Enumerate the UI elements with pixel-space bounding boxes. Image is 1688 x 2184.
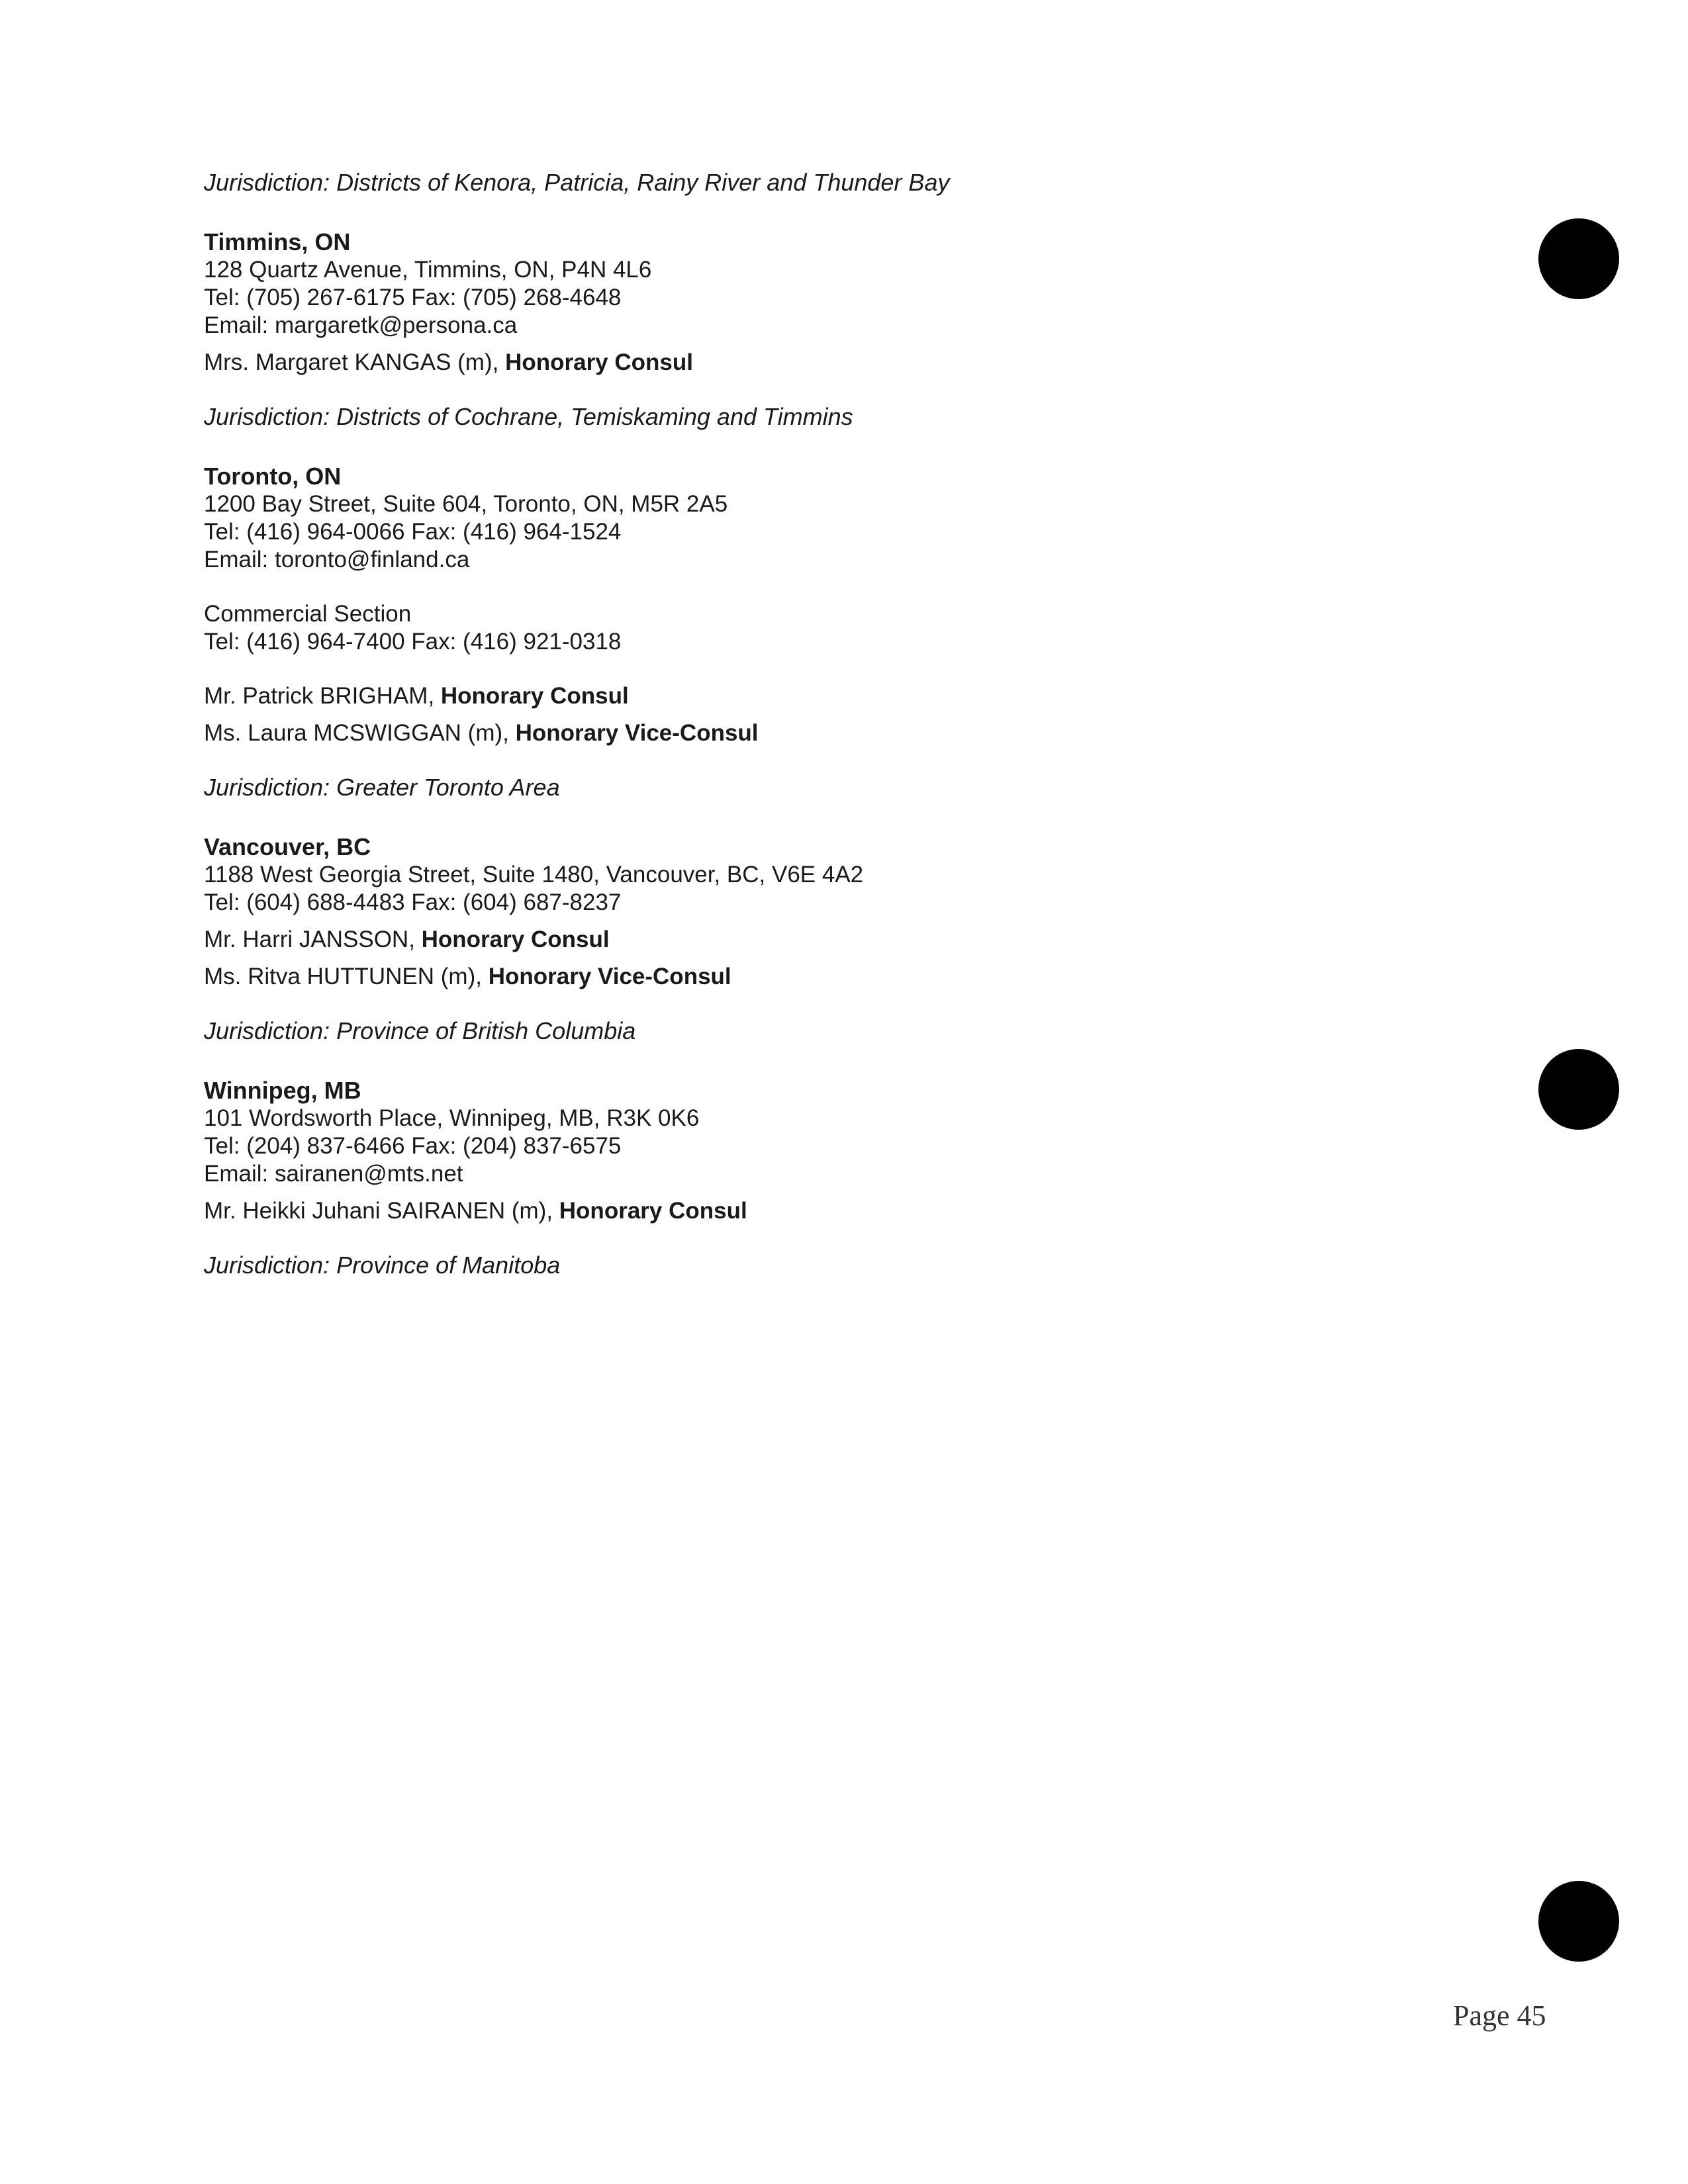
consul-title: Honorary Consul	[505, 349, 693, 375]
consulate-listing	[204, 169, 1462, 1279]
vice-consul-vancouver	[204, 963, 1462, 991]
punch-hole-top	[1538, 218, 1619, 299]
consul-title: Honorary Consul	[440, 683, 629, 709]
consul-name: Mrs. Margaret KANGAS (m),	[204, 349, 506, 375]
address-timmins: 128 Quartz Avenue, Timmins, ON, P4N 4L6	[204, 257, 652, 283]
jurisdiction-vancouver: Jurisdiction: Province of British Columbia	[204, 1017, 636, 1044]
punch-hole-bottom	[1538, 1881, 1619, 1962]
consul-name: Mr. Harri JANSSON,	[204, 927, 422, 952]
consul-winnipeg	[204, 1197, 1462, 1225]
city-heading-winnipeg: Winnipeg, MB	[204, 1077, 361, 1104]
vice-consul-title: Honorary Vice-Consul	[515, 720, 759, 746]
vice-consul-name: Ms. Ritva HUTTUNEN (m),	[204, 964, 489, 989]
consul-vancouver	[204, 926, 1462, 954]
consul-timmins	[204, 349, 1462, 377]
consul-name: Mr. Heikki Juhani SAIRANEN (m),	[204, 1198, 559, 1224]
jurisdiction-winnipeg: Jurisdiction: Province of Manitoba	[204, 1251, 561, 1279]
address-toronto: 1200 Bay Street, Suite 604, Toronto, ON, M5R 2A5	[204, 491, 728, 517]
section-vancouver	[204, 833, 1462, 1045]
punch-hole-middle	[1538, 1049, 1619, 1130]
address-vancouver: 1188 West Georgia Street, Suite 1480, Vancouver, BC, V6E 4A2	[204, 862, 864, 887]
consul-name: Mr. Patrick BRIGHAM,	[204, 683, 441, 709]
commercial-section-label: Commercial Section	[204, 601, 412, 627]
vice-consul-name: Ms. Laura MCSWIGGAN (m),	[204, 720, 516, 746]
city-heading-timmins: Timmins, ON	[204, 228, 351, 255]
address-winnipeg: 101 Wordsworth Place, Winnipeg, MB, R3K 0K6	[204, 1105, 700, 1131]
tel-fax-toronto: Tel: (416) 964-0066 Fax: (416) 964-1524	[204, 519, 622, 545]
vice-consul-title: Honorary Vice-Consul	[488, 964, 731, 989]
city-heading-vancouver: Vancouver, BC	[204, 833, 371, 860]
section-winnipeg	[204, 1077, 1462, 1279]
email-toronto: Email: toronto@finland.ca	[204, 547, 470, 572]
city-heading-toronto: Toronto, ON	[204, 463, 342, 490]
jurisdiction-timmins: Jurisdiction: Districts of Cochrane, Temiskaming and Timmins	[204, 403, 853, 430]
section-timmins	[204, 228, 1462, 431]
email-timmins: Email: margaretk@persona.ca	[204, 312, 518, 338]
jurisdiction-kenora: Jurisdiction: Districts of Kenora, Patricia, Rainy River and Thunder Bay	[204, 169, 950, 196]
commercial-tel-fax: Tel: (416) 964-7400 Fax: (416) 921-0318	[204, 629, 622, 655]
consul-toronto	[204, 682, 1462, 710]
vice-consul-toronto	[204, 719, 1462, 747]
email-winnipeg: Email: sairanen@mts.net	[204, 1161, 463, 1187]
consul-title: Honorary Consul	[421, 927, 610, 952]
tel-fax-vancouver: Tel: (604) 688-4483 Fax: (604) 687-8237	[204, 889, 622, 915]
jurisdiction-toronto: Jurisdiction: Greater Toronto Area	[204, 774, 560, 801]
consul-title: Honorary Consul	[559, 1198, 747, 1224]
page-number: Page 45	[1453, 1999, 1546, 2032]
section-toronto	[204, 463, 1462, 801]
tel-fax-timmins: Tel: (705) 267-6175 Fax: (705) 268-4648	[204, 285, 622, 310]
tel-fax-winnipeg: Tel: (204) 837-6466 Fax: (204) 837-6575	[204, 1133, 622, 1159]
